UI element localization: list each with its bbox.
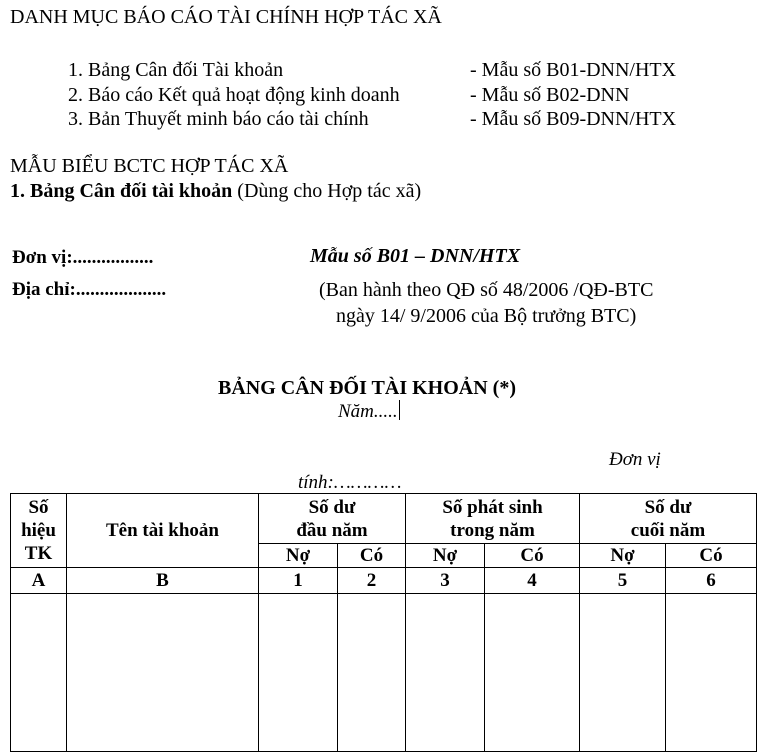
- empty-cell: [485, 594, 580, 752]
- header-account-name: Tên tài khoản: [67, 494, 259, 568]
- header-closing-balance: [580, 494, 757, 544]
- report-item-3-name: 3. Bản Thuyết minh báo cáo tài chính: [68, 108, 369, 130]
- header-movement-debit: Nợ: [406, 544, 485, 568]
- header-opening-line-1: Số dư: [308, 496, 356, 518]
- empty-cell: [67, 594, 259, 752]
- year-text: Năm.....: [338, 401, 398, 422]
- code-cell: 1: [259, 568, 338, 594]
- section-subheading-note: (Dùng cho Hợp tác xã): [237, 180, 422, 202]
- unit-label: Đơn vị:.................: [12, 247, 154, 268]
- header-movement-line-1: Số phát sinh: [442, 496, 543, 518]
- code-cell: 2: [338, 568, 406, 594]
- empty-cell: [259, 594, 338, 752]
- header-movement-line-2: trong năm: [450, 519, 535, 541]
- table-title: BẢNG CÂN ĐỐI TÀI KHOẢN (*): [218, 377, 516, 399]
- empty-cell: [11, 594, 67, 752]
- report-item-3-form: - Mẫu số B09-DNN/HTX: [470, 108, 677, 130]
- section-subheading: [10, 180, 421, 203]
- header-row-1: [11, 494, 757, 544]
- decree-line-1: (Ban hành theo QĐ số 48/2006 /QĐ-BTC: [319, 279, 654, 301]
- report-item-2-form: - Mẫu số B02-DNN: [470, 84, 630, 106]
- code-row: [11, 568, 757, 594]
- header-opening-credit: Có: [338, 544, 406, 568]
- section-heading: MẪU BIỂU BCTC HỢP TÁC XÃ: [10, 155, 289, 177]
- header-closing-debit: Nợ: [580, 544, 666, 568]
- text-cursor: [399, 400, 400, 420]
- form-number: Mẫu số B01 – DNN/HTX: [310, 245, 521, 267]
- account-balance-table: [10, 493, 757, 752]
- report-item-1-form: - Mẫu số B01-DNN/HTX: [470, 59, 677, 81]
- empty-cell: [580, 594, 666, 752]
- header-closing-line-1: Số dư: [644, 496, 692, 518]
- section-subheading-bold: 1. Bảng Cân đối tài khoản: [10, 180, 233, 202]
- empty-cell: [406, 594, 485, 752]
- code-cell: 6: [666, 568, 757, 594]
- document-title: DANH MỤC BÁO CÁO TÀI CHÍNH HỢP TÁC XÃ: [10, 6, 442, 28]
- address-label: Địa chỉ:...................: [12, 279, 167, 300]
- code-cell: A: [11, 568, 67, 594]
- decree-line-2: ngày 14/ 9/2006 của Bộ trưởng BTC): [336, 305, 637, 327]
- empty-cell: [338, 594, 406, 752]
- header-account-number: [11, 494, 67, 568]
- header-movement: [406, 494, 580, 544]
- empty-data-row: [11, 594, 757, 752]
- header-opening-debit: Nợ: [259, 544, 338, 568]
- header-account-number-line-2: hiệu: [21, 520, 56, 541]
- currency-unit-part1: Đơn vị: [609, 449, 661, 470]
- header-opening-line-2: đầu năm: [296, 519, 368, 541]
- report-item-1-name: 1. Bảng Cân đối Tài khoản: [68, 59, 284, 81]
- header-account-number-line-1: Số: [28, 497, 49, 518]
- report-item-2-name: 2. Báo cáo Kết quả hoạt động kinh doanh: [68, 84, 400, 106]
- empty-cell: [666, 594, 757, 752]
- header-account-number-line-3: TK: [24, 543, 53, 564]
- currency-unit-part2: tính:…………: [298, 472, 402, 493]
- code-cell: 5: [580, 568, 666, 594]
- header-opening-balance: [259, 494, 406, 544]
- header-movement-credit: Có: [485, 544, 580, 568]
- code-cell: B: [67, 568, 259, 594]
- header-closing-line-2: cuối năm: [630, 519, 706, 541]
- code-cell: 3: [406, 568, 485, 594]
- year-label: [338, 400, 400, 423]
- code-cell: 4: [485, 568, 580, 594]
- header-closing-credit: Có: [666, 544, 757, 568]
